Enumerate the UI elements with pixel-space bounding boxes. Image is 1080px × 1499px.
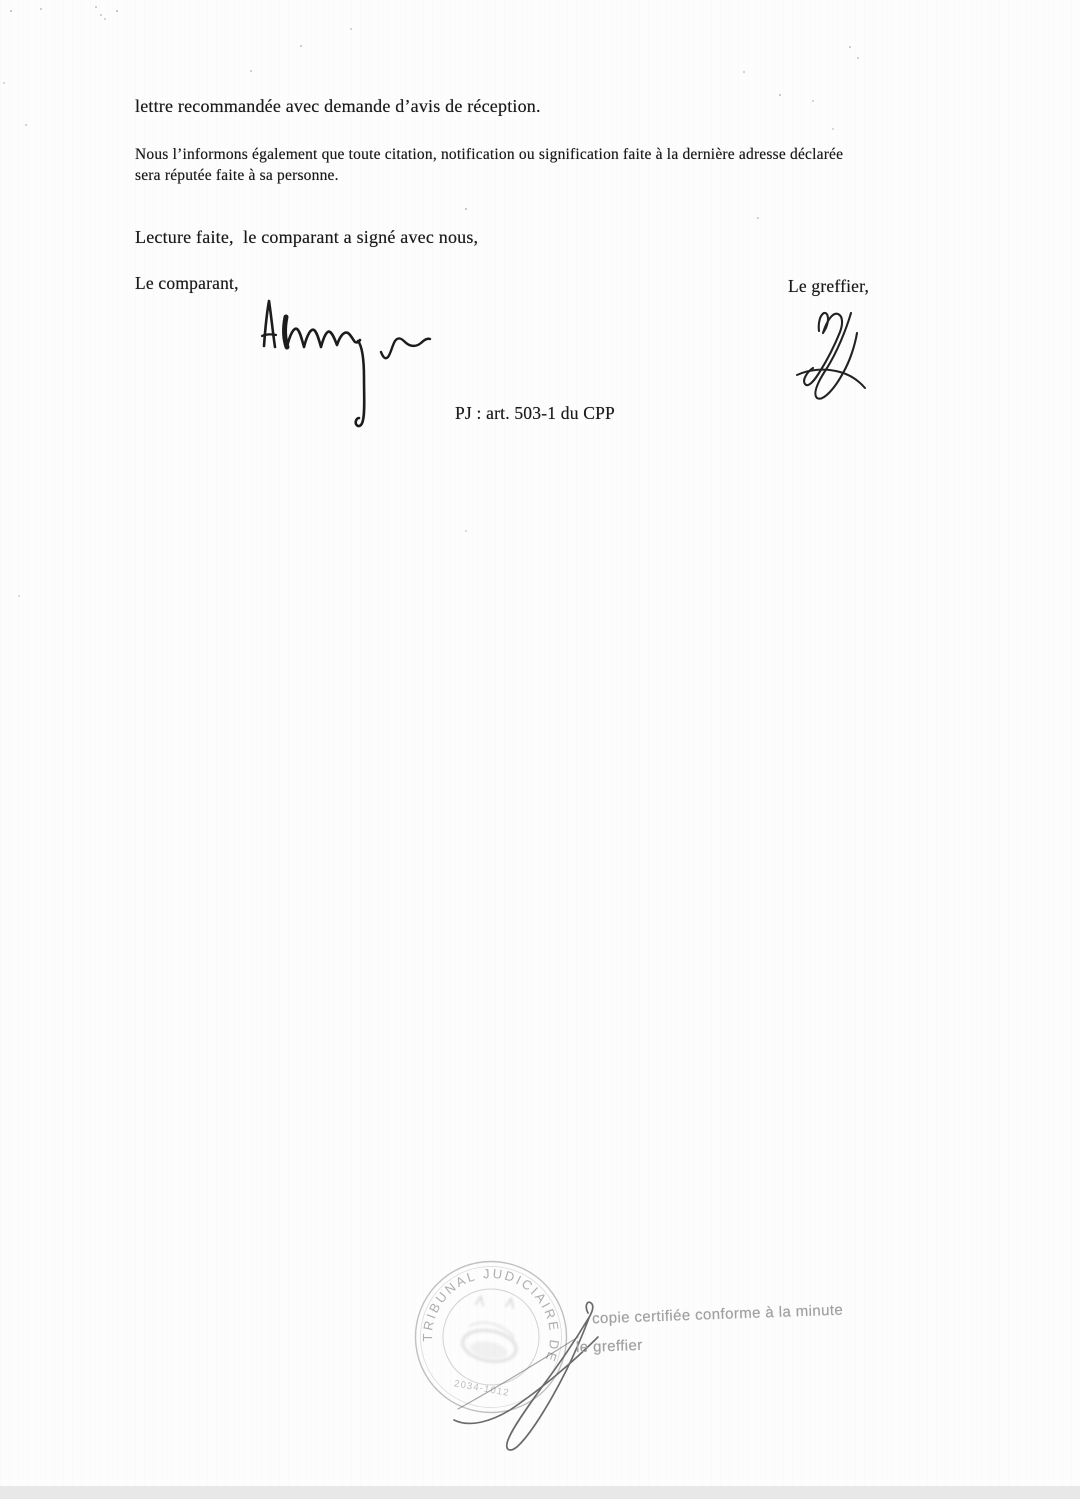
notice-paragraph-line2: sera réputée faite à sa personne. xyxy=(135,167,339,184)
stamp-code: 2034-1012 xyxy=(453,1378,511,1400)
stamp-ring-text: TRIBUNAL JUDICIAIRE DE xyxy=(419,1265,563,1366)
certification-signature xyxy=(430,1277,605,1462)
comparant-signature xyxy=(245,290,445,440)
comparant-label: Le comparant, xyxy=(135,273,239,293)
lecture-faite-line: Lecture faite, le comparant a signé avec nous, xyxy=(135,227,479,247)
certification-line1: copie certifiée conforme à la minute xyxy=(591,1301,844,1328)
greffier-label: Le greffier, xyxy=(788,276,870,296)
scan-bottom-strip xyxy=(0,1486,1080,1499)
notice-paragraph-line1: Nous l’informons également que toute citation, notification ou signification faite à la dernière adresse déclarée xyxy=(135,146,844,163)
greffier-signature xyxy=(788,300,888,405)
scan-noise-specks xyxy=(10,10,12,12)
attachment-note: PJ : art. 503-1 du CPP xyxy=(455,403,615,423)
certification-line2: le greffier xyxy=(575,1336,643,1357)
line-lettre-recommandee: lettre recommandée avec demande d’avis de réception. xyxy=(135,96,541,116)
